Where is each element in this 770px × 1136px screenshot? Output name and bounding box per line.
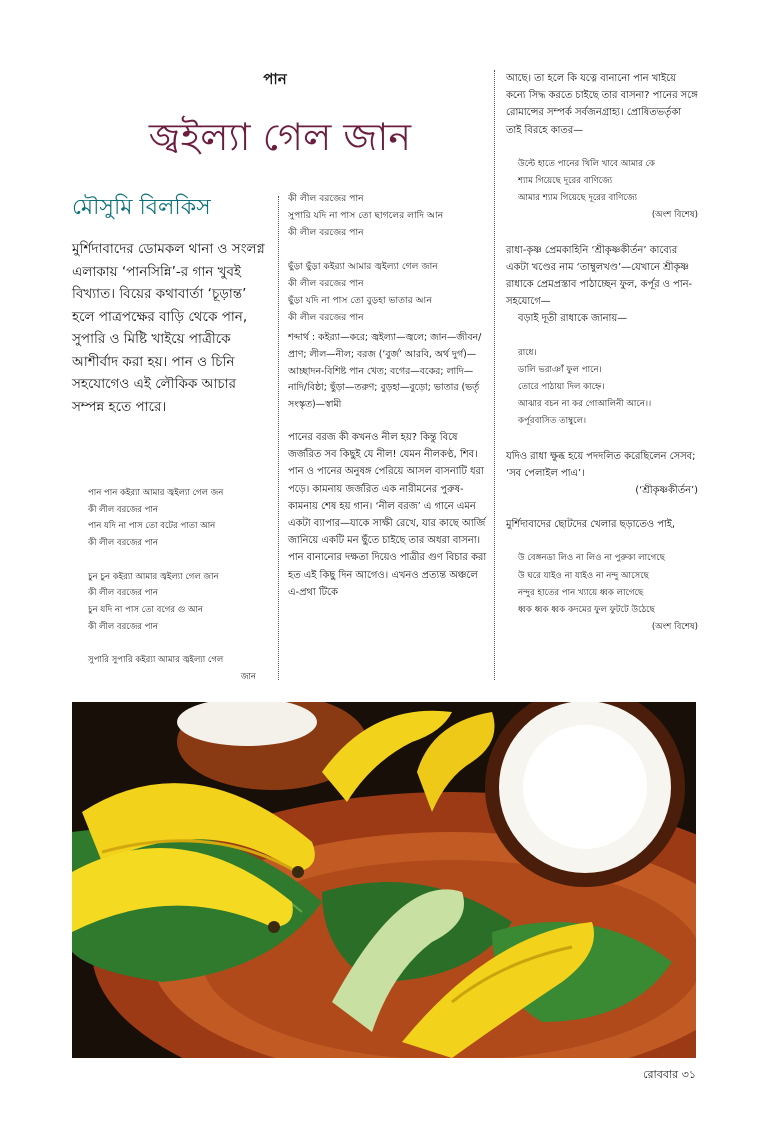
song-stanza-1	[88, 485, 256, 552]
section-tag: পান	[263, 70, 287, 88]
verse-line: উ ঘরে যাইও না যাইও না নন্দু আসেছে	[518, 570, 649, 581]
song-line: চুন চুন কইর‍্যা আমার জ্বইল্যা গেল জান	[88, 571, 219, 582]
paragraph: মুর্শিদাবাদের ছোটদের খেলার ছড়াতেও পাই,	[506, 519, 676, 531]
paragraph: বড়াই দূতী রাধাকে জানায়—	[518, 313, 628, 325]
verse-line: উল্টে হাতে পানের খিলি খাবে আমার কে	[518, 158, 656, 169]
song-line: জান	[240, 671, 256, 682]
verse-line: আমার শ্যাম গিয়েছে দূরের বাণিজ্যে	[518, 193, 638, 204]
paragraph: আছে। তা হলে কি যত্নে বানানো পান খাইয়ে কন্যে সিদ্ধ করতে চাইছে তার বাসনা? পানের সঙ্গে রোমান্সের সম্পর্ক সর্বজনগ্রাহ্য। প্রোষিতভর্তৃকা তাই বিরহে কাতর—	[506, 73, 698, 136]
verse-line: আঝার বচন না কর গোআলিনী আনে।।	[518, 399, 652, 410]
song-line: ছুঁড়া ছুঁড়া কইর‍্যা আমার জ্বইল্যা গেল জান	[288, 261, 438, 272]
citation: (অংশ বিশেষ)	[651, 622, 698, 633]
citation: (অংশ বিশেষ)	[651, 210, 698, 221]
middle-prose: পানের বরজ কী কখনও নীল হয়? কিন্তু বিষে জর্জরিত সব কিছুই যে নীল! যেমন নীলকণ্ঠ, শিব। পান ও পানের অনুষঙ্গ পেরিয়ে আসল বাসনাটি ধরা পড়ে। কামনায় জর্জরিত এক নারীমনের পুরুষ-কামনায় শেষ হয় গান। ‘নীল বরজ’ এ গানে এমন একটা ব্যাপার—যাকে সাক্ষী রেখে, যার কাছে আর্জি জানিয়ে একটি মন ছুঁতে চাইছে তার অধরা বাসনা। পান বানানোর দক্ষতা দিয়েও পাত্রীর গুণ বিচার করা হত এই কিছু দিন আগেও। এখনও প্রত্যন্ত অঞ্চলে এ-প্রথা টিকে	[288, 431, 487, 598]
verse-line: ধ্বক ধ্বক ধ্বক কদমের ফুল ফুটটে উঠেছে	[518, 605, 655, 616]
intro-paragraph: মুর্শিদাবাদের ডোমকল থানা ও সংলগ্ন এলাকায় ‘পানসিন্নি’-র গান খুবই বিখ্যাত। বিয়ের কথাবার্তা ‘চূড়ান্ত’ হলে পাত্রপক্ষের বাড়ি থেকে পান, সুপারি ও মিষ্টি খাইয়ে পাত্রীকে আশীর্বাদ করা হয়। পান ও চিনি সহযোগেও এই লৌকিক আচার সম্পন্ন হতে পারে।	[72, 241, 265, 415]
song-left-column	[88, 485, 256, 685]
verse-block	[506, 550, 698, 619]
song-line: কী লীল বরজের পান	[288, 193, 364, 204]
column-divider-right	[494, 70, 495, 680]
verse-line: ডালি ভরাঞাঁ ফুল পানে।	[518, 364, 602, 375]
author-name: মৌসুমি বিলকিস	[72, 195, 211, 220]
word-meanings: শব্দার্থ : কইর‍্যা—করে; জ্বইল্যা—জ্বলে; জান—জীবন/প্রাণ; লীল—নীল; বরজ (‘বুর্জ’ আরবি, অর্থ দুর্গ)—আচ্ছাদন-বিশিষ্ট পান খেত; বগের—বকের; লাদি—নাদি/বিষ্ঠা; ছুঁড়া—তরুণ; বুড়হা—বুড়ো; ভাতার (ভর্তৃ সংস্কৃত)—স্বামী	[288, 332, 482, 411]
verse-line: উ বেঙ্গনডা লিও না লিও না পুরুকা লাগেছে	[518, 553, 665, 564]
paragraph: যদিও রাধা ক্ষুব্ধ হয়ে পদদলিত করেছিলেন সেসব; ‘সব পেলাইল পাএ’।	[506, 450, 696, 479]
song-stanza-2	[88, 569, 256, 636]
column-divider-left	[278, 196, 279, 680]
song-line: ছুঁড়া যদি না পাস তো বুড়হা ভাতার আন	[288, 295, 432, 306]
song-line: সুপারি যদি না পাস তো ছাগলের লাদি আন	[288, 210, 444, 221]
song-line: কী লীল বরজের পান	[88, 504, 158, 515]
verse-line: নন্দুর হাতের পান খ্যায়ে ধ্বক লাগেছে	[518, 587, 644, 598]
right-column	[506, 70, 698, 636]
verse-line: শ্যাম গিয়েছে দূরের বাণিজ্যে	[518, 176, 613, 187]
paragraph: রাধা-কৃষ্ণ প্রেমকাহিনি ‘শ্রীকৃষ্ণকীর্তন’ কাব্যের একটা খণ্ডের নাম ‘তাম্বুলখণ্ড’—যেখানে শ্রীকৃষ্ণ রাধাকে প্রেমপ্রস্তাব পাঠাচ্ছেন ফুল, কর্পূর ও পান-সহযোগে—	[506, 244, 693, 308]
song-line: পান যদি না পাস তো বটের পাতা আন	[88, 521, 216, 532]
song-line: সুপারি সুপারি কইর‍্যা আমার জ্বইল্যা গেল	[88, 655, 224, 665]
song-line: কী লীল বরজের পান	[88, 621, 158, 632]
middle-column	[288, 190, 488, 601]
song-line: চুন যদি না পাস তো বগের গু আন	[88, 604, 203, 615]
song-line: কী লীল বরজের পান	[88, 588, 158, 599]
citation: (‘শ্রীকৃষ্ণকীর্তন’)	[635, 485, 698, 497]
verse-line: রাধে।	[518, 347, 537, 358]
headline: জ্বইল্যা গেল জান	[148, 115, 412, 159]
song-line: পান পান কইর‍্যা আমার জ্বইল্যা গেল জন	[88, 488, 224, 498]
page-number: রোববার ৩১	[643, 1068, 696, 1081]
verse-block	[506, 345, 698, 431]
song-line: কী লীল বরজের পান	[88, 538, 158, 549]
song-stanza-4	[288, 258, 488, 326]
verse-line: কর্পূরবাসিত তাম্বুলে।	[518, 416, 587, 427]
song-stanza-3	[88, 652, 256, 685]
song-stanza-continued	[288, 190, 488, 241]
song-line: কী লীল বরজের পান	[288, 227, 364, 238]
verse-block	[506, 156, 698, 208]
song-line: কী লীল বরজের পান	[288, 312, 364, 323]
food-photo	[72, 702, 696, 1058]
song-line: কী লীল বরজের পান	[288, 278, 364, 289]
verse-line: তোরে পাঠায়া দিল কাহ্নে।	[518, 382, 605, 393]
